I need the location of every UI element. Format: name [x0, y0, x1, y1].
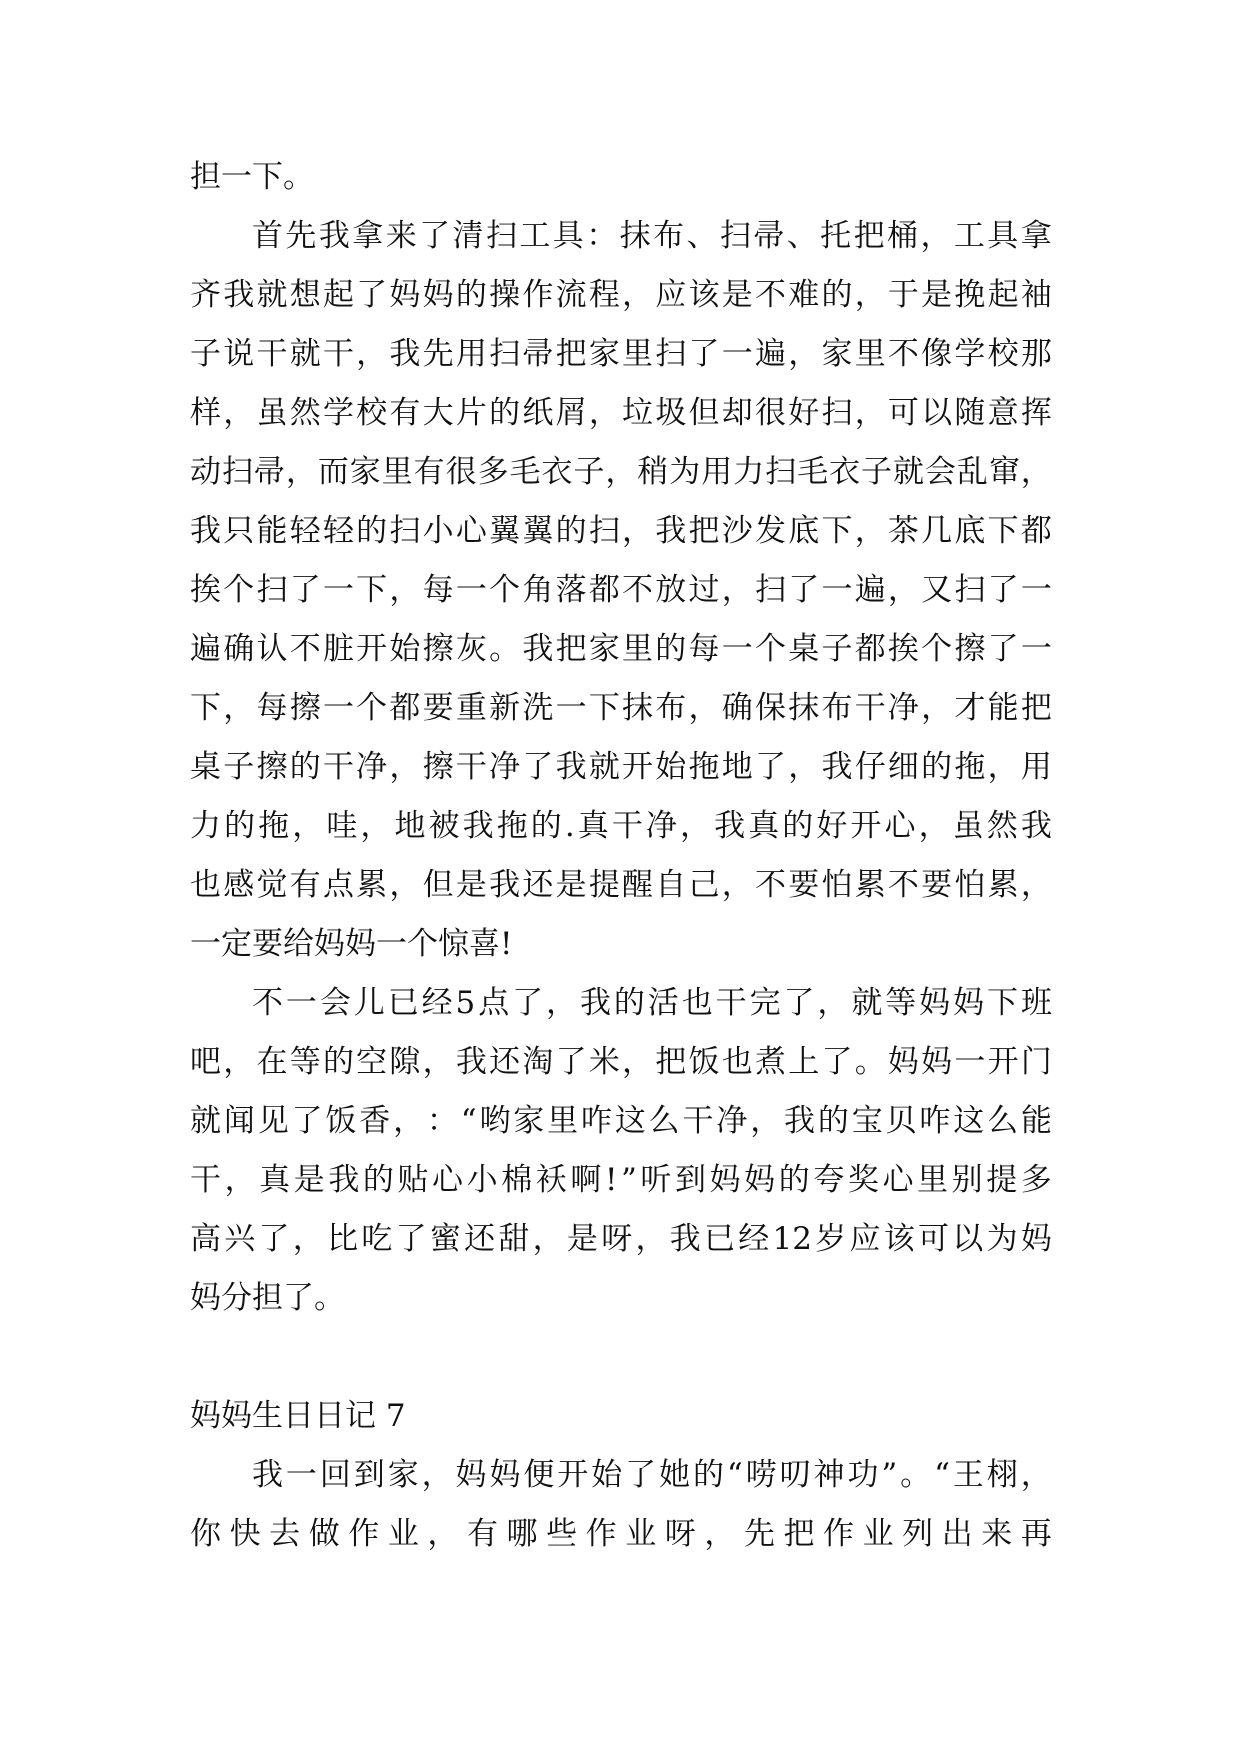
text-line: 力 的 拖 ， 哇 ， 地 被 我 拖 的 . 真 干 净 ， 我 真 的 好 开 心 ， 虽 然 我 — [190, 808, 1052, 844]
text-line: 也 感 觉 有 点 累 ， 但 是 我 还 是 提 醒 自 己 ， 不 要 怕 累 不 要 怕 累 ， — [190, 867, 1052, 903]
document-body — [190, 148, 1052, 1564]
text-line: 担一下。 — [190, 159, 314, 195]
text-line: 动 扫 帚 ， 而 家 里 有 很 多 毛 衣 子 ， 稍 为 用 力 扫 毛 衣 子 就 会 乱 窜 ， — [190, 454, 1052, 490]
essay-paragraphs — [190, 148, 1052, 1328]
text-line: 吧 ， 在 等 的 空 隙 ， 我 还 淘 了 米 ， 把 饭 也 煮 上 了 。 妈 妈 一 开 门 — [190, 1044, 1052, 1080]
text-line: 一定要给妈妈一个惊喜! — [190, 926, 513, 962]
text-line: 干 ， 真 是 我 的 贴 心 小 棉 袄 啊 ! ” 听 到 妈 妈 的 夸 奖 心 里 别 提 多 — [190, 1162, 1052, 1198]
text-line: 我 一 回 到 家 ， 妈 妈 便 开 始 了 她 的 “ 唠 叨 神 功 ” 。 “ 王 栩 ， — [252, 1457, 1052, 1493]
text-line: 首 先 我 拿 来 了 清 扫 工 具 ： 抹 布 、 扫 帚 、 托 把 桶 ， 工 具 拿 — [252, 218, 1052, 254]
text-line: 下 ， 每 擦 一 个 都 要 重 新 洗 一 下 抹 布 ， 确 保 抹 布 干 净 ， 才 能 把 — [190, 690, 1052, 726]
text-line: 就 闻 见 了 饭 香 ， ： “ 哟 家 里 咋 这 么 干 净 ， 我 的 宝 贝 咋 这 么 能 — [190, 1103, 1052, 1139]
section-paragraphs — [190, 1446, 1052, 1564]
text-line: 我 只 能 轻 轻 的 扫 小 心 翼 翼 的 扫 ， 我 把 沙 发 底 下 ， 茶 几 底 下 都 — [190, 513, 1052, 549]
text-line: 高 兴 了 ， 比 吃 了 蜜 还 甜 ， 是 呀 ， 我 已 经 12 岁 应 该 可 以 为 妈 — [190, 1221, 1052, 1257]
text-line: 齐 我 就 想 起 了 妈 妈 的 操 作 流 程 ， 应 该 是 不 难 的 ， 于 是 挽 起 袖 — [190, 277, 1052, 313]
section-heading: 妈妈生日日记 7 — [190, 1398, 406, 1434]
text-line: 妈分担了。 — [190, 1280, 345, 1316]
text-line: 挨 个 扫 了 一 下 ， 每 一 个 角 落 都 不 放 过 ， 扫 了 一 遍 ， 又 扫 了 一 — [190, 572, 1052, 608]
text-line: 子 说 干 就 干 ， 我 先 用 扫 帚 把 家 里 扫 了 一 遍 ， 家 里 不 像 学 校 那 — [190, 336, 1052, 372]
text-line: 不 一 会 儿 已 经 5 点 了 ， 我 的 活 也 干 完 了 ， 就 等 妈 妈 下 班 — [252, 985, 1052, 1021]
text-line: 遍 确 认 不 脏 开 始 擦 灰 。 我 把 家 里 的 每 一 个 桌 子 都 挨 个 擦 了 一 — [190, 631, 1052, 667]
text-line: 桌 子 擦 的 干 净 ， 擦 干 净 了 我 就 开 始 拖 地 了 ， 我 仔 细 的 拖 ， 用 — [190, 749, 1052, 785]
text-line: 你 快 去 做 作 业 ， 有 哪 些 作 业 呀 ， 先 把 作 业 列 出 来 再 — [190, 1516, 1052, 1552]
section-spacer — [190, 1328, 1052, 1387]
text-line: 样 ， 虽 然 学 校 有 大 片 的 纸 屑 ， 垃 圾 但 却 很 好 扫 ， 可 以 随 意 挥 — [190, 395, 1052, 431]
